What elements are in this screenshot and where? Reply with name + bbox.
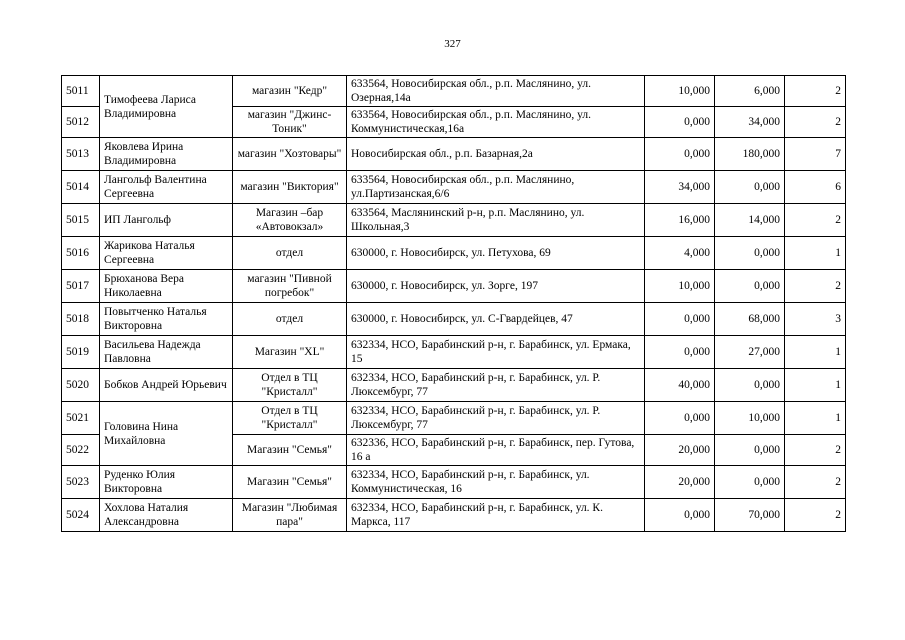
value-2: 0,000 (715, 435, 785, 466)
value-3: 2 (785, 204, 846, 237)
owner-name: Хохлова Наталия Александровна (100, 499, 233, 532)
shop-name: Отдел в ТЦ "Кристалл" (233, 402, 347, 435)
shop-name: Магазин "XL" (233, 336, 347, 369)
address: 632334, НСО, Барабинский р-н, г. Барабинск, ул. Р. Люксембург, 77 (347, 402, 645, 435)
value-1: 0,000 (645, 138, 715, 171)
value-2: 180,000 (715, 138, 785, 171)
value-1: 20,000 (645, 435, 715, 466)
owner-name: Васильева Надежда Павловна (100, 336, 233, 369)
table-row (62, 171, 846, 204)
address: Новосибирская обл., р.п. Базарная,2а (347, 138, 645, 171)
owner-name: Лангольф Валентина Сергеевна (100, 171, 233, 204)
table-row (62, 138, 846, 171)
value-3: 1 (785, 237, 846, 270)
table-row (62, 270, 846, 303)
value-3: 2 (785, 107, 846, 138)
row-id: 5021 (62, 402, 100, 435)
owner-name: Головина Нина Михайловна (100, 402, 233, 466)
row-id: 5023 (62, 466, 100, 499)
value-3: 2 (785, 435, 846, 466)
value-1: 10,000 (645, 76, 715, 107)
shop-name: отдел (233, 303, 347, 336)
row-id: 5015 (62, 204, 100, 237)
value-3: 1 (785, 369, 846, 402)
shop-name: магазин "Кедр" (233, 76, 347, 107)
row-id: 5020 (62, 369, 100, 402)
value-3: 1 (785, 402, 846, 435)
value-2: 27,000 (715, 336, 785, 369)
row-id: 5019 (62, 336, 100, 369)
shop-name: магазин "Виктория" (233, 171, 347, 204)
row-id: 5011 (62, 76, 100, 107)
owner-name: Тимофеева Лариса Владимировна (100, 76, 233, 138)
value-3: 6 (785, 171, 846, 204)
value-1: 0,000 (645, 336, 715, 369)
address: 632334, НСО, Барабинский р-н, г. Барабинск, ул. Коммунистическая, 16 (347, 466, 645, 499)
owner-name: Бобков Андрей Юрьевич (100, 369, 233, 402)
value-2: 0,000 (715, 369, 785, 402)
value-1: 20,000 (645, 466, 715, 499)
owner-name: Брюханова Вера Николаевна (100, 270, 233, 303)
table-row (62, 336, 846, 369)
row-id: 5017 (62, 270, 100, 303)
value-1: 16,000 (645, 204, 715, 237)
value-1: 40,000 (645, 369, 715, 402)
page-number: 327 (444, 38, 461, 50)
value-3: 2 (785, 499, 846, 532)
value-2: 68,000 (715, 303, 785, 336)
value-1: 0,000 (645, 402, 715, 435)
shop-name: магазин "Джинс-Тоник" (233, 107, 347, 138)
value-3: 2 (785, 270, 846, 303)
address: 633564, Новосибирская обл., р.п. Маслянино, ул.Партизанская,6/6 (347, 171, 645, 204)
shop-name: Магазин "Семья" (233, 435, 347, 466)
value-2: 0,000 (715, 171, 785, 204)
value-1: 10,000 (645, 270, 715, 303)
table-row (62, 237, 846, 270)
address: 633564, Новосибирская обл., р.п. Маслянино, ул. Озерная,14а (347, 76, 645, 107)
owner-name: Руденко Юлия Викторовна (100, 466, 233, 499)
table-row (62, 204, 846, 237)
value-1: 0,000 (645, 303, 715, 336)
address: 632334, НСО, Барабинский р-н, г. Барабинск, ул. Р. Люксембург, 77 (347, 369, 645, 402)
value-1: 34,000 (645, 171, 715, 204)
row-id: 5016 (62, 237, 100, 270)
owner-name: ИП Лангольф (100, 204, 233, 237)
value-2: 70,000 (715, 499, 785, 532)
value-2: 0,000 (715, 466, 785, 499)
table-row (62, 76, 846, 107)
row-id: 5022 (62, 435, 100, 466)
address: 630000, г. Новосибирск, ул. Зорге, 197 (347, 270, 645, 303)
value-3: 1 (785, 336, 846, 369)
value-2: 34,000 (715, 107, 785, 138)
row-id: 5012 (62, 107, 100, 138)
table-row (62, 369, 846, 402)
value-2: 10,000 (715, 402, 785, 435)
value-3: 3 (785, 303, 846, 336)
row-id: 5014 (62, 171, 100, 204)
table-row (62, 303, 846, 336)
owner-name: Повытченко Наталья Викторовна (100, 303, 233, 336)
value-1: 0,000 (645, 499, 715, 532)
shop-name: отдел (233, 237, 347, 270)
row-id: 5018 (62, 303, 100, 336)
value-1: 4,000 (645, 237, 715, 270)
value-3: 2 (785, 76, 846, 107)
value-2: 14,000 (715, 204, 785, 237)
table-row (62, 499, 846, 532)
value-2: 0,000 (715, 237, 785, 270)
shop-name: Магазин "Любимая пара" (233, 499, 347, 532)
owner-name: Яковлева Ирина Владимировна (100, 138, 233, 171)
value-3: 7 (785, 138, 846, 171)
shop-name: Магазин "Семья" (233, 466, 347, 499)
value-2: 0,000 (715, 270, 785, 303)
address: 632334, НСО, Барабинский р-н, г. Барабинск, ул. К. Маркса, 117 (347, 499, 645, 532)
row-id: 5024 (62, 499, 100, 532)
shop-name: магазин "Пивной погребок" (233, 270, 347, 303)
records-table (61, 75, 846, 532)
owner-name: Жарикова Наталья Сергеевна (100, 237, 233, 270)
row-id: 5013 (62, 138, 100, 171)
address: 633564, Новосибирская обл., р.п. Маслянино, ул. Коммунистическая,16а (347, 107, 645, 138)
shop-name: Отдел в ТЦ "Кристалл" (233, 369, 347, 402)
table-row (62, 466, 846, 499)
address: 632336, НСО, Барабинский р-н, г. Барабинск, пер. Гутова, 16 а (347, 435, 645, 466)
address: 632334, НСО, Барабинский р-н, г. Барабинск, ул. Ермака, 15 (347, 336, 645, 369)
address: 630000, г. Новосибирск, ул. С-Гвардейцев, 47 (347, 303, 645, 336)
table-row (62, 402, 846, 435)
value-2: 6,000 (715, 76, 785, 107)
shop-name: Магазин –бар «Автовокзал» (233, 204, 347, 237)
address: 630000, г. Новосибирск, ул. Петухова, 69 (347, 237, 645, 270)
value-3: 2 (785, 466, 846, 499)
address: 633564, Маслянинский р-н, р.п. Маслянино, ул. Школьная,3 (347, 204, 645, 237)
value-1: 0,000 (645, 107, 715, 138)
shop-name: магазин "Хозтовары" (233, 138, 347, 171)
